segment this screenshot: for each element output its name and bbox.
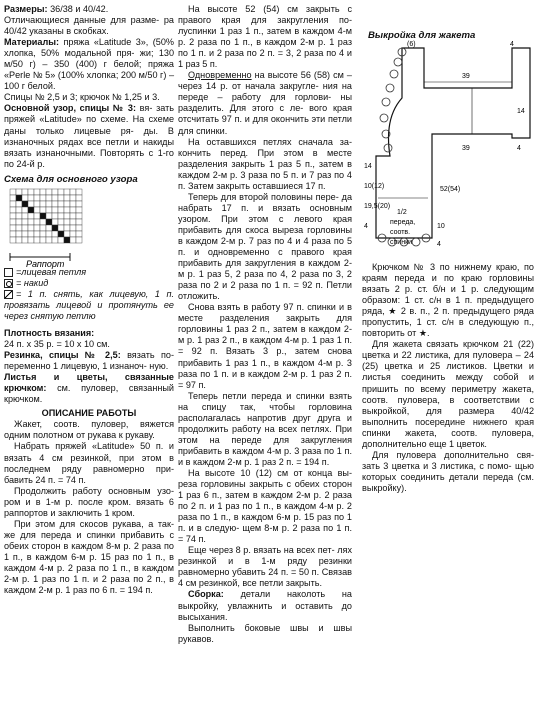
chart-cell [52,213,58,219]
flower-icon [412,238,420,246]
dim-39-top: 39 [462,73,470,80]
rib-label: Резинка, спицы № 2,5: [4,350,121,361]
legend-yarnover-text: = накид [16,277,49,288]
chart-cell [40,207,46,213]
chart-cell [34,225,40,231]
stitch-chart [4,187,174,267]
chart-cell [34,219,40,225]
pattern-label: Основной узор, спицы № 3: [4,103,136,114]
chart-cell [76,219,82,225]
jacket-pattern-diagram [362,38,534,260]
mid-para-1: На высоте 52 (54) см закрыть с правого края для закругления по- луспинки 1 раз 1 п., затем в каждом 4-м р. 2 раза по 1 п., в каждом 2-м р. 1 раз по 1 п. и 2 раза по 2 п. = 3, 2 раза по 4 и 1 раз 5 п. [178,4,352,70]
sizes-note: Отличающиеся данные для разме- ра 40/42 указаны в скобках. [4,15,174,37]
chart-cell [16,219,22,225]
chart-cell [10,231,16,237]
chart-cell [58,189,64,195]
chart-cell [34,189,40,195]
chart-cell [28,213,34,219]
chart-cell [40,195,46,201]
chart-cell [76,237,82,243]
pattern-text: вя- зать пряжей «Latitude» по схеме. На схеме даны только лицевые ря- ды. В изнаночных рядах все петли и накиды вязать изнаночными. Повторять с 1-го по 24-й р. [4,103,174,169]
dim-4-top: 4 [510,41,514,48]
chart-cell [46,189,52,195]
chart-cell [22,237,28,243]
chart-cell [28,189,34,195]
chart-cell [58,213,64,219]
chart-cell [64,225,70,231]
legend-yarnover [4,278,174,289]
chart-cell [22,189,28,195]
pattern-para [4,103,174,169]
materials-para [4,37,174,92]
desc-para-4: При этом для скосов рукава, а так- же для переда и спинки прибавить с обеих сторон в каждом 8-м р. 2 раза по 1 п., в каждом 6-м р. 15 раз по 1 п., в каждом 4-м р. 2 раза по 1 п., в каждом 2-м р. 1 раз по 1 п. и 2 раза по 2 п., в каждом 2-м р. 1 раз по 6 п. = 194 п. [4,518,174,596]
chart-cell [28,207,34,213]
mid-para-2 [178,70,352,136]
chart-cell [52,195,58,201]
chart-cell [34,231,40,237]
mid-para-9: Выполнить боковые швы и швы рукавов. [178,622,352,644]
chart-cell [28,225,34,231]
chart-cell [58,207,64,213]
chart-cell [40,237,46,243]
flower-icon [380,114,388,122]
chart-cell [46,237,52,243]
chart-cell [34,237,40,243]
chart-cell [70,207,76,213]
chart-cell [76,195,82,201]
column-middle [178,4,352,645]
mid-para-2-text: на высоте 56 (58) см – через 14 р. от начала закругле- ния на переде – работу для горлови- ны разделить. Для этого с ле- вого края отсчитать 97 п. и для окончить эти петли для спинки. [178,70,352,136]
yarnover-symbol-icon [4,279,13,288]
desc-para-2: Набрать пряжей «Latitude» 50 п. и вязать 4 см резинкой, при этом в последнем ряду равномерно при- бавить 24 п. = 74 п. [4,441,174,485]
chart-cell [46,195,52,201]
desc-para-1: Жакет, соотв. пуловер, вяжется одним полотном от рукава к рукаву. [4,419,174,441]
materials-text: пряжа «Latitude 3», (50% хлопка, 50% модальной пря- жи; 130 м/50 г) – 350 (400) г белой; пряжа «Perle № 5» (100% хлопка; 200 м/50 г) – 100 г белой. [4,37,174,92]
simultaneously-word: Одновременно [188,70,252,81]
flower-icon [386,84,394,92]
chart-cell [16,201,22,207]
chart-cell [52,207,58,213]
chart-cell [76,189,82,195]
chart-cell [16,207,22,213]
chart-cell [10,195,16,201]
chart-cell [46,201,52,207]
chart-cell [46,207,52,213]
mid-para-4: Теперь для второй половины пере- да набрать 17 п. и вязать основным узором. При этом с левого края прибавить для скоса выреза горловины в каждом 2-м р. 7 раз по 4 и 4 раза по 5 п. и одновременно с правого края прибавить для закругления в каждом 2-м р. 1 раз 5, 2 раза по 4, 2 раза по 3, 2 раза по 2 и 2 раза по 1 п. = 92 п. Петли отложить. [178,191,352,302]
half-label: 1/2 [397,209,407,216]
gauge-label: Плотность вязания: [4,327,95,338]
chart-cell [34,213,40,219]
sizes-para [4,4,174,15]
mid-para-6: Теперь петли переда и спинки взять на спицу так, чтобы горловина располагалась напротив друг друга и продолжить работу на всех петлях. При этом на переде для закругления прибавить в каждом 4-м р. 3 раза по 1 п. и в каждом 2-м р. 1 раз 2 п. = 194 п. [178,390,352,467]
chart-cell [52,231,58,237]
chart-cell [52,225,58,231]
dim-side-4b: 4 [437,241,441,248]
legend-decrease-text: = 1 п. снять, как лицевую, 1 п. провязать лицевой и протянуть ее через снятую петлю [4,288,174,321]
chart-cell [52,219,58,225]
materials-label: Материалы: [4,37,60,48]
gauge-text: 24 п. х 35 р. = 10 х 10 см. [4,339,110,350]
chart-cell [58,195,64,201]
knit-symbol-icon [4,268,13,277]
chart-title: Схема для основного узора [4,173,138,185]
chart-cell [70,219,76,225]
diagram-title: Выкройка для жакета [368,30,476,41]
dim-52: 52(54) [440,186,461,193]
flower-decorations [378,48,430,246]
mid-para-8: Еще через 8 р. вязать на всех пет- лях резинкой и в 1-м ряду резинки равномерно убавить 24 п. = 50 п. Связав 4 см резинкой, все петли закрыть. [178,545,352,589]
assembly-text: детали наколоть на выкройку, увлажнить и оставить до высыхания. [178,589,352,622]
dim-6: (6) [407,41,416,48]
resp-label: соотв. [390,229,411,236]
dim-side-19: 19,5(20) [364,203,391,210]
chart-cell [46,231,52,237]
chart-cell [16,189,22,195]
chart-cell [28,231,34,237]
chart-cell [40,225,46,231]
chart-cell [76,213,82,219]
chart-cell [64,189,70,195]
stitch-chart-svg [4,187,174,269]
dim-39-mid: 39 [462,145,470,152]
chart-cell [16,225,22,231]
dim-side-10-12: 10(12) [364,183,385,190]
rib-text: вязать по- переменно 1 лицевую, 1 изнаноч- ную. [4,350,174,372]
decrease-symbol-icon [4,290,13,299]
chart-cell [10,213,16,219]
chart-cell [16,231,22,237]
chart-cell [46,225,52,231]
chart-cell [70,213,76,219]
desc-para-3: Продолжить работу основным узо- ром и в 1-м р. после кром. вязать 6 раппортов и заключить 1 кром. [4,485,174,518]
chart-cell [16,195,22,201]
chart-cell [10,189,16,195]
chart-cell [34,195,40,201]
needles-text: Спицы № 2,5 и 3; крючок № 1,25 и 3. [4,92,160,103]
chart-cell [22,219,28,225]
chart-cell [76,207,82,213]
flower-icon [382,98,390,106]
flower-icon [390,70,398,78]
mid-para-7: На высоте 10 (12) см от конца вы- реза горловины закрыть с обеих сторон 1 раз 6 п., затем в каждом 2-м р. 2 раза по 2 п. и 1 раз по 1 п., в каждом 4-м р. 2 раза по 1 п., в каждом 6-м р. 15 раз по 1 п. и в следую- щем 8-м р. 2 раза по 1 п. = 74 п. [178,467,352,545]
back-label: спинки [390,239,413,246]
chart-cell [10,219,16,225]
chart-cell [76,231,82,237]
chart-cell [58,225,64,231]
chart-cell [64,207,70,213]
chart-cell [58,219,64,225]
assembly-para [178,589,352,622]
right-para-3: Для пуловера дополнительно свя- зать 3 цветка и 3 листика, с помо- щью которых соединить детали переда (см. выкройку). [362,449,534,493]
chart-cell [64,195,70,201]
description-title: ОПИСАНИЕ РАБОТЫ [41,408,137,419]
chart-cell [40,189,46,195]
chart-cell [16,213,22,219]
chart-cell [22,201,28,207]
chart-cell [40,201,46,207]
chart-grid [10,189,82,243]
chart-cell [10,207,16,213]
chart-cell [64,231,70,237]
chart-cell [76,225,82,231]
legend-knit-text: =лицевая петля [16,266,87,277]
column-left [4,4,174,596]
chart-cell [70,195,76,201]
chart-cell [22,207,28,213]
chart-cell [46,213,52,219]
chart-cell [52,237,58,243]
leaves-text: см. пуловер, связанный крючком. [4,383,174,405]
flower-icon [384,144,392,152]
dim-side-10: 10 [437,223,445,230]
chart-cell [22,195,28,201]
chart-cell [22,231,28,237]
chart-cell [64,237,70,243]
repeat-label: Раппорт [26,258,65,269]
chart-cell [64,219,70,225]
chart-cell [34,201,40,207]
rib-para [4,350,174,372]
right-para-1: Крючком № 3 по нижнему краю, по краям переда и по краю горловины вязать 2 р. ст. б/н и 1 р. следующим образом: 1 ст. с/н в 1 п. предыдущего ряда, ★ 2 в. п., 2 п. предыдущего ряда пропустить, 1 ст. с/н в следующую п., повторить от ★. [362,262,534,339]
sizes-text: 36/38 и 40/42. [47,4,109,14]
chart-cell [58,237,64,243]
chart-cell [40,213,46,219]
dim-14-right: 14 [517,108,525,115]
chart-cell [52,201,58,207]
chart-cell [28,195,34,201]
chart-cell [40,219,46,225]
assembly-label: Сборка: [188,589,224,600]
chart-cell [64,213,70,219]
chart-cell [70,225,76,231]
chart-cell [28,219,34,225]
mid-para-5: Снова взять в работу 97 п. спинки и в месте разделения закрыть для горловины 1 раз 2 п., затем в каждом 2-м р. 1 раз 2 п., в каждом 4-м р. 1 раз 1 п. = 92 п. Вязать 3 р., затем снова прибавить 1 раз 1 п., в каждом 4-м р. 3 раза по 1 п. и в каждом 2-м р. 1 раз 2 п. = 97 п. [178,302,352,390]
right-para-2: Для жакета связать крючком 21 (22) цветка и 22 листика, для пуловера – 24 (25) цветка и 25 листиков. Цветки и листья соединить между собой и пришить по всему периметру жакета, соотв. пуловера, в соответствии с выкройкой, для размера 40/42 выполнить посередине нижнего края спинки жакета, соотв. пуловера, дополнительно еще 1 цветок. [362,339,534,449]
chart-cell [70,189,76,195]
chart-cell [46,219,52,225]
column-right [362,262,534,494]
dim-side-14: 14 [364,163,372,170]
dim-4-right: 4 [517,145,521,152]
chart-cell [22,213,28,219]
leaves-label: Листья и цветы, связанные крючком: [4,372,174,394]
chart-cell [40,231,46,237]
mid-para-3: На оставшихся петлях сначала за- кончить перед. При этом в месте разделения закрыть 1 раз 5 п., затем в каждом 2-м р. 3 раза по 5 п. и 7 раз по 4 п. Затем закрыть оставшиеся 17 п. [178,136,352,191]
chart-cell [64,201,70,207]
chart-cell [70,201,76,207]
front-label: переда, [390,219,416,226]
chart-cell [70,231,76,237]
chart-cell [28,201,34,207]
chart-cell [10,201,16,207]
chart-cell [16,237,22,243]
sizes-label: Размеры: [4,4,48,14]
chart-cell [22,225,28,231]
chart-cell [70,237,76,243]
leaves-para [4,372,174,405]
chart-cell [52,189,58,195]
chart-cell [34,207,40,213]
flower-icon [394,58,402,66]
chart-cell [76,201,82,207]
chart-cell [58,231,64,237]
dim-side-4: 4 [364,223,368,230]
chart-cell [28,237,34,243]
chart-cell [10,225,16,231]
chart-cell [58,201,64,207]
legend-decrease [4,289,174,322]
chart-cell [10,237,16,243]
